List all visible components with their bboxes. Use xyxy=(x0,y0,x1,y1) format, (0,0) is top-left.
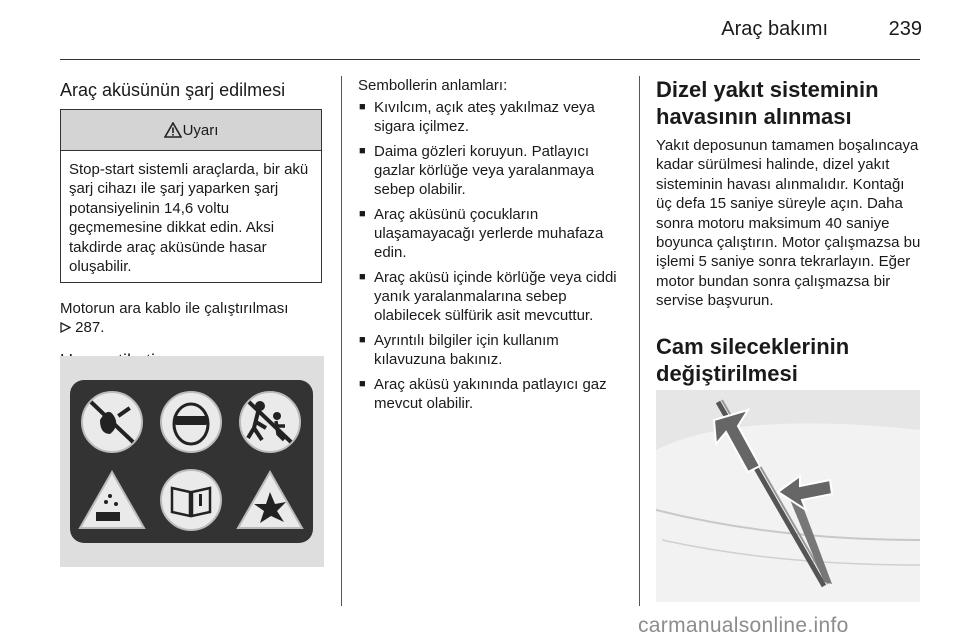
list-item xyxy=(358,375,624,413)
list-item-text: Araç aküsü içinde körlüğe veya ciddi yanık yaralanmalarına sebep olabilecek sülfürik asit mevcuttur. xyxy=(374,269,617,324)
list-item-text: Araç aküsünü çocukların ulaşamayacağı yerlerde muhafaza edin. xyxy=(374,206,604,261)
warning-label-plate xyxy=(70,380,313,543)
bullet-icon: ■ xyxy=(359,208,366,220)
reference-arrow-icon xyxy=(60,319,71,330)
bullet-icon: ■ xyxy=(359,101,366,113)
no-fire-icon xyxy=(82,392,142,452)
list-item xyxy=(358,142,624,199)
symbols-intro: Sembollerin anlamları: xyxy=(358,77,508,94)
warning-box xyxy=(60,109,322,283)
running-header-title: Araç bakımı xyxy=(721,18,828,40)
column-1 xyxy=(60,76,323,372)
cross-reference-page: 287. xyxy=(75,319,105,337)
warning-body: Stop-start sistemli araçlarda, bir akü şarj cihazı ile şarj yaparken şarj potansiyelinin 14,6 voltu geçmemesine dikkat edin. Aksi takdirde araç aküsünde hasar oluşabilir. xyxy=(69,161,309,276)
warning-label-symbols xyxy=(70,380,313,543)
cross-reference-text: Motorun ara kablo ile çalıştırılması xyxy=(60,300,289,318)
wiper-blade-drawing xyxy=(656,390,920,602)
explosion-warning-icon xyxy=(238,472,302,528)
header-rule xyxy=(60,59,920,60)
wiper-blade-illustration xyxy=(656,390,920,602)
bullet-icon: ■ xyxy=(359,378,366,390)
watermark: carmanualsonline.info xyxy=(638,614,849,637)
section-title-wiper-replacement: Cam sileceklerinin değiştirilmesi xyxy=(656,333,850,386)
bullet-icon: ■ xyxy=(359,334,366,346)
column-divider-2 xyxy=(639,76,640,606)
list-item xyxy=(358,268,624,325)
bullet-icon: ■ xyxy=(359,271,366,283)
warning-triangle-icon xyxy=(164,122,182,138)
cross-reference-link[interactable] xyxy=(60,318,323,337)
list-item-text: Daima gözleri koruyun. Patlayıcı gazlar körlüğe veya yaralanmaya sebep olabilir. xyxy=(374,143,595,198)
symbols-list xyxy=(358,98,624,413)
page-number: 239 xyxy=(888,18,922,40)
warning-triangle-icon-svg xyxy=(164,122,182,138)
diesel-bleeding-body: Yakıt deposunun tamamen boşalıncaya kadar sürülmesi halinde, dizel yakıt sisteminin havası alınmalıdır. Kontağı üç defa 15 saniye süreyle açın. Daha sonra motoru maksimum 40 saniye boyunca çalıştırın. Motor çalışmazsa bu işlemi 5 saniye sonra tekrarlayın. Eğer motor bundan sonra çalışmazsa bir servise başvurun. xyxy=(656,137,921,310)
section-title-diesel-bleeding: Dizel yakıt sisteminin havasının alınması xyxy=(656,77,879,129)
warning-label-illustration xyxy=(60,356,324,567)
list-item-text: Ayrıntılı bilgiler için kullanım kılavuzuna bakınız. xyxy=(374,332,559,368)
list-item xyxy=(358,98,624,136)
warning-title: Uyarı xyxy=(182,121,219,139)
column-divider-1 xyxy=(341,76,342,606)
list-item-text: Araç aküsü yakınında patlayıcı gaz mevcut olabilir. xyxy=(374,376,607,412)
read-manual-icon xyxy=(161,470,221,530)
warning-header xyxy=(61,110,321,151)
list-item-text: Kıvılcım, açık ateş yakılmaz veya sigara içilmez. xyxy=(374,99,595,135)
reference-arrow-icon-svg xyxy=(60,322,71,333)
list-item xyxy=(358,331,624,369)
keep-children-away-icon xyxy=(240,392,300,452)
list-item xyxy=(358,205,624,262)
acid-warning-icon xyxy=(80,472,144,528)
bullet-icon: ■ xyxy=(359,145,366,157)
section-title-battery-charging: Araç aküsünün şarj edilmesi xyxy=(60,80,286,100)
eye-protection-icon xyxy=(161,392,221,452)
column-3 xyxy=(656,76,922,387)
column-2 xyxy=(358,76,624,419)
